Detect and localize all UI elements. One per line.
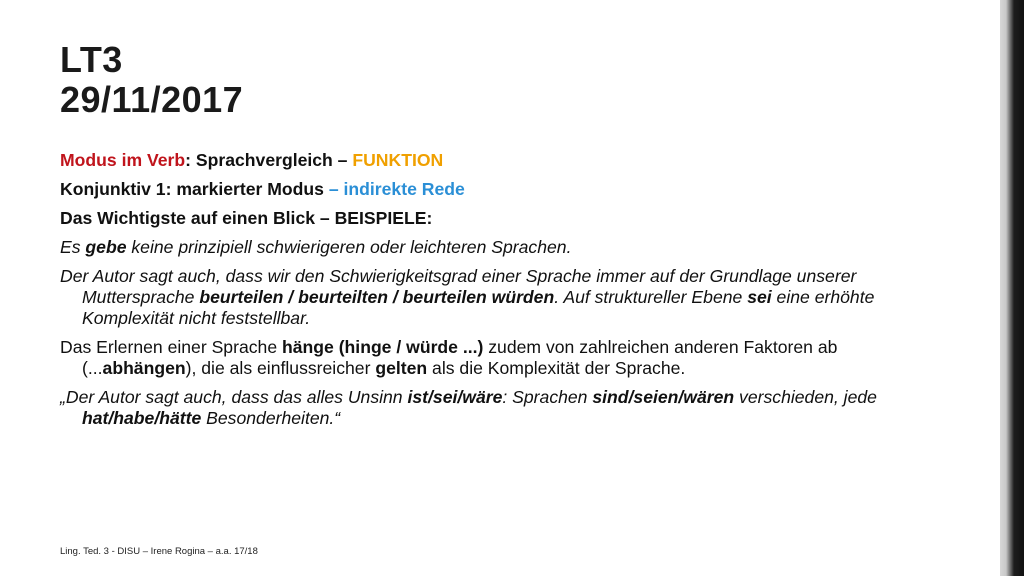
example-4-verbs-3: hat/habe/hätte — [82, 408, 202, 428]
example-4-text-mid-2: verschieden, jede — [734, 387, 877, 407]
paragraph-example-4 — [60, 387, 880, 429]
slide-body — [60, 150, 880, 437]
modus-label: Modus im Verb — [60, 150, 186, 170]
example-4-text-end: Besonderheiten.“ — [201, 408, 341, 428]
decorative-sidebar — [1000, 0, 1024, 576]
example-4-verbs-1: ist/sei/wäre — [407, 387, 503, 407]
example-2-verb-sei: sei — [747, 287, 772, 307]
funktion-label: FUNKTION — [352, 150, 444, 170]
example-1-verb: gebe — [85, 237, 127, 257]
example-4-text-mid: : Sprachen — [502, 387, 593, 407]
example-2-text-mid: . Auf struktureller Ebene — [554, 287, 748, 307]
example-2-text: Der Autor sagt auch, dass wir den Schwierigkeitsgrad einer Sprache immer auf der Grundlage unserer Muttersprache — [60, 266, 857, 307]
beispiele-heading: Das Wichtigste auf einen Blick – BEISPIELE: — [60, 208, 433, 228]
slide-title — [60, 40, 243, 120]
example-3-text-end: als die Komplexität der Sprache. — [427, 358, 686, 378]
paragraph-modus — [60, 150, 880, 171]
paragraph-konjunktiv — [60, 179, 880, 200]
example-2-verbs: beurteilen / beurteilten / beurteilen würden — [199, 287, 555, 307]
title-line-1: LT3 — [60, 39, 123, 80]
example-3-text-mid-2: ), die als einflussreicher — [185, 358, 376, 378]
sprachvergleich-text: : Sprachvergleich – — [185, 150, 353, 170]
example-3-verb-abhaengen: abhängen — [102, 358, 186, 378]
paragraph-beispiele-heading — [60, 208, 880, 229]
title-line-2: 29/11/2017 — [60, 79, 244, 120]
paragraph-example-2 — [60, 266, 880, 329]
example-3-text: Das Erlernen einer Sprache — [60, 337, 282, 357]
slide-footer: Ling. Ted. 3 - DISU – Irene Rogina – a.a. 17/18 — [60, 546, 258, 557]
example-4-text: „Der Autor sagt auch, dass das alles Unsinn — [60, 387, 408, 407]
example-3-verb-gelten: gelten — [375, 358, 428, 378]
example-1-text-end: keine prinzipiell schwierigeren oder leichteren Sprachen. — [126, 237, 572, 257]
example-4-verbs-2: sind/seien/wären — [592, 387, 735, 407]
example-3-text-mid: zudem von zahlreichen anderen Faktoren ab (... — [82, 337, 838, 378]
example-1-text: Es — [60, 237, 86, 257]
konjunktiv-text: Konjunktiv 1: markierter Modus — [60, 179, 324, 199]
indirekte-rede-label: – indirekte Rede — [323, 179, 465, 199]
example-3-verbs: hänge (hinge / würde ...) — [282, 337, 484, 357]
paragraph-example-1 — [60, 237, 880, 258]
example-2-text-end: eine erhöhte Komplexität nicht feststellbar. — [82, 287, 875, 328]
paragraph-example-3 — [60, 337, 880, 379]
